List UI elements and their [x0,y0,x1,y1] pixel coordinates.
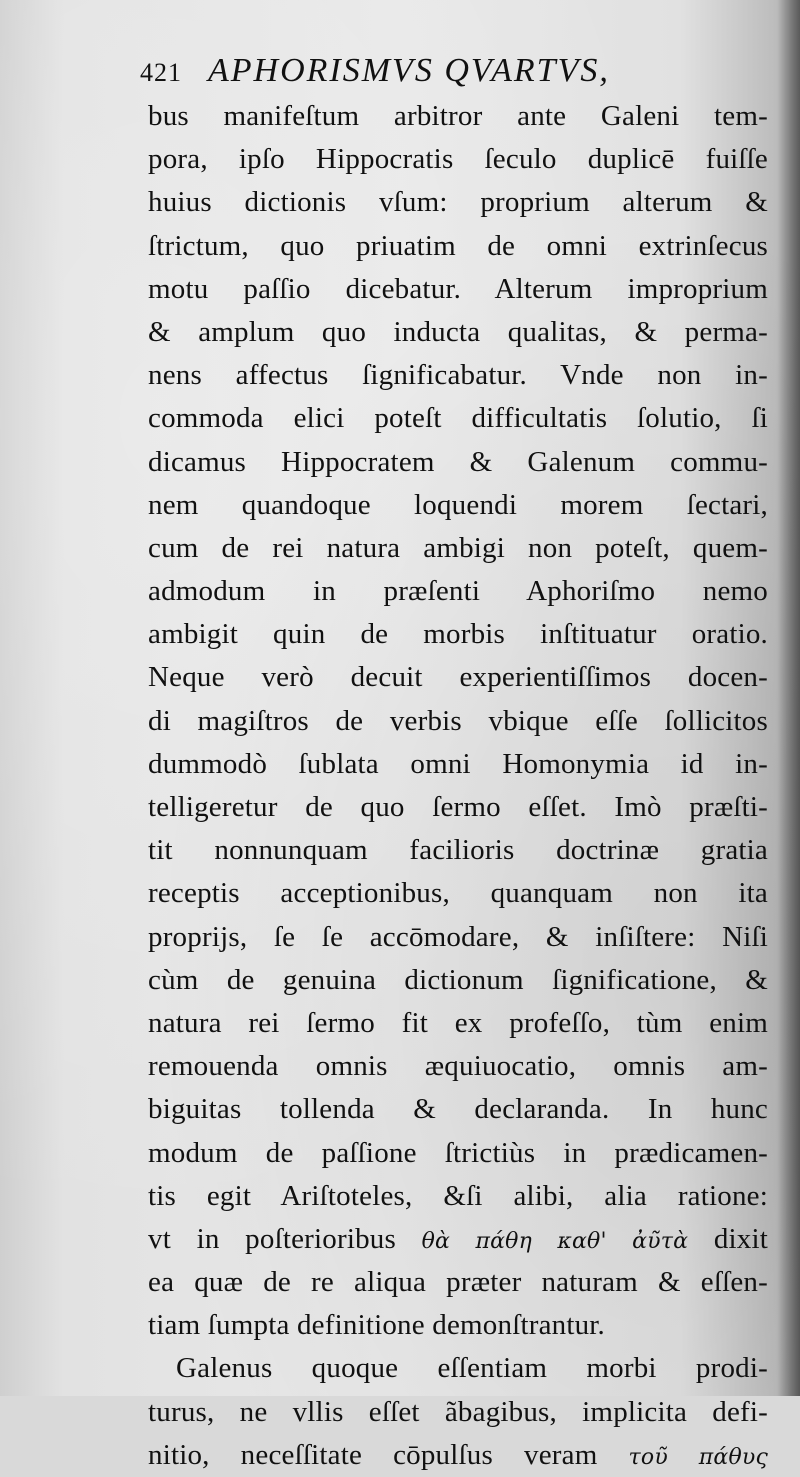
greek-text: θὰ πάθη καθ' ἀυ̃τὰ [421,1228,689,1254]
text-line: nens affectus ſignificabatur. Vnde non in- [148,359,768,392]
body-text [148,95,768,1477]
text-line: dicamus Hippocratem & Galenum commu- [148,445,768,478]
text-line: ambigit quin de morbis inſtituatur oratio. [148,618,768,651]
text-line-paragraph-end: tiam ſumpta definitione demonſtrantur. [148,1309,606,1342]
text-line: cùm de genuina dictionum ſignificatione, & [148,963,768,996]
text-line-paragraph-start: Galenus quoque eſſentiam morbi prodi- [176,1352,768,1385]
running-title: APHORISMVS QVARTVS, [208,52,610,89]
text-line-with-greek [148,1434,768,1477]
text-line: commoda elici poteſt difficultatis ſolutio, ſi [148,402,768,435]
page-number: 421 [140,58,182,87]
text-line: huius dictionis vſum: proprium alterum & [148,186,768,219]
text-line: motu paſſio dicebatur. Alterum improprium [148,272,768,305]
text-line: pora, ipſo Hippocratis ſeculo duplicē fuiſſe [148,143,768,176]
text-line: cum de rei natura ambigi non poteſt, quem- [148,531,768,564]
text-line: & amplum quo inducta qualitas, & perma- [148,315,768,348]
greek-text: του̃ πάθυς [628,1444,768,1470]
text-line: ea quæ de re aliqua præter naturam & eſſen- [148,1266,768,1299]
text-line: proprijs, ſe ſe accōmodare, & inſiſtere: Niſi [148,920,768,953]
page-edge-shadow [778,0,800,1396]
text-line: remouenda omnis æquiuocatio, omnis am- [148,1050,768,1083]
text-line: tit nonnunquam facilioris doctrinæ gratia [148,834,768,867]
text-line: nem quandoque loquendi morem ſectari, [148,488,768,521]
latin-text: vt in poſterioribus [148,1222,422,1255]
text-line: turus, ne vllis eſſet ãbagibus, implicita defi- [148,1395,768,1428]
text-line: tis egit Ariſtoteles, &ſi alibi, alia ratione: [148,1179,768,1212]
latin-text: dixit [688,1222,768,1255]
text-line: telligeretur de quo ſermo eſſet. Imò præſti- [148,791,768,823]
text-line: dummodò ſublata omni Homonymia id in- [148,747,768,780]
text-line: modum de paſſione ſtrictiùs in prædicamen- [148,1136,768,1169]
text-line: natura rei ſermo fit ex profeſſo, tùm enim [148,1006,768,1039]
text-line: ſtrictum, quo priuatim de omni extrinſecus [148,229,768,262]
text-line: receptis acceptionibus, quanquam non ita [148,877,768,910]
text-line: bus manifeſtum arbitror ante Galeni tem- [148,100,768,132]
text-line: biguitas tollenda & declaranda. In hunc [148,1093,768,1126]
text-line-with-greek [148,1218,768,1261]
text-line: Neque verò decuit experientiſſimos docen- [148,661,768,694]
text-line: admodum in præſenti Aphoriſmo nemo [148,575,768,608]
running-head [140,52,760,96]
text-line: di magiſtros de verbis vbique eſſe ſollicitos [148,704,768,737]
latin-text: nitio, neceſſitate cōpulſus veram [148,1438,629,1471]
